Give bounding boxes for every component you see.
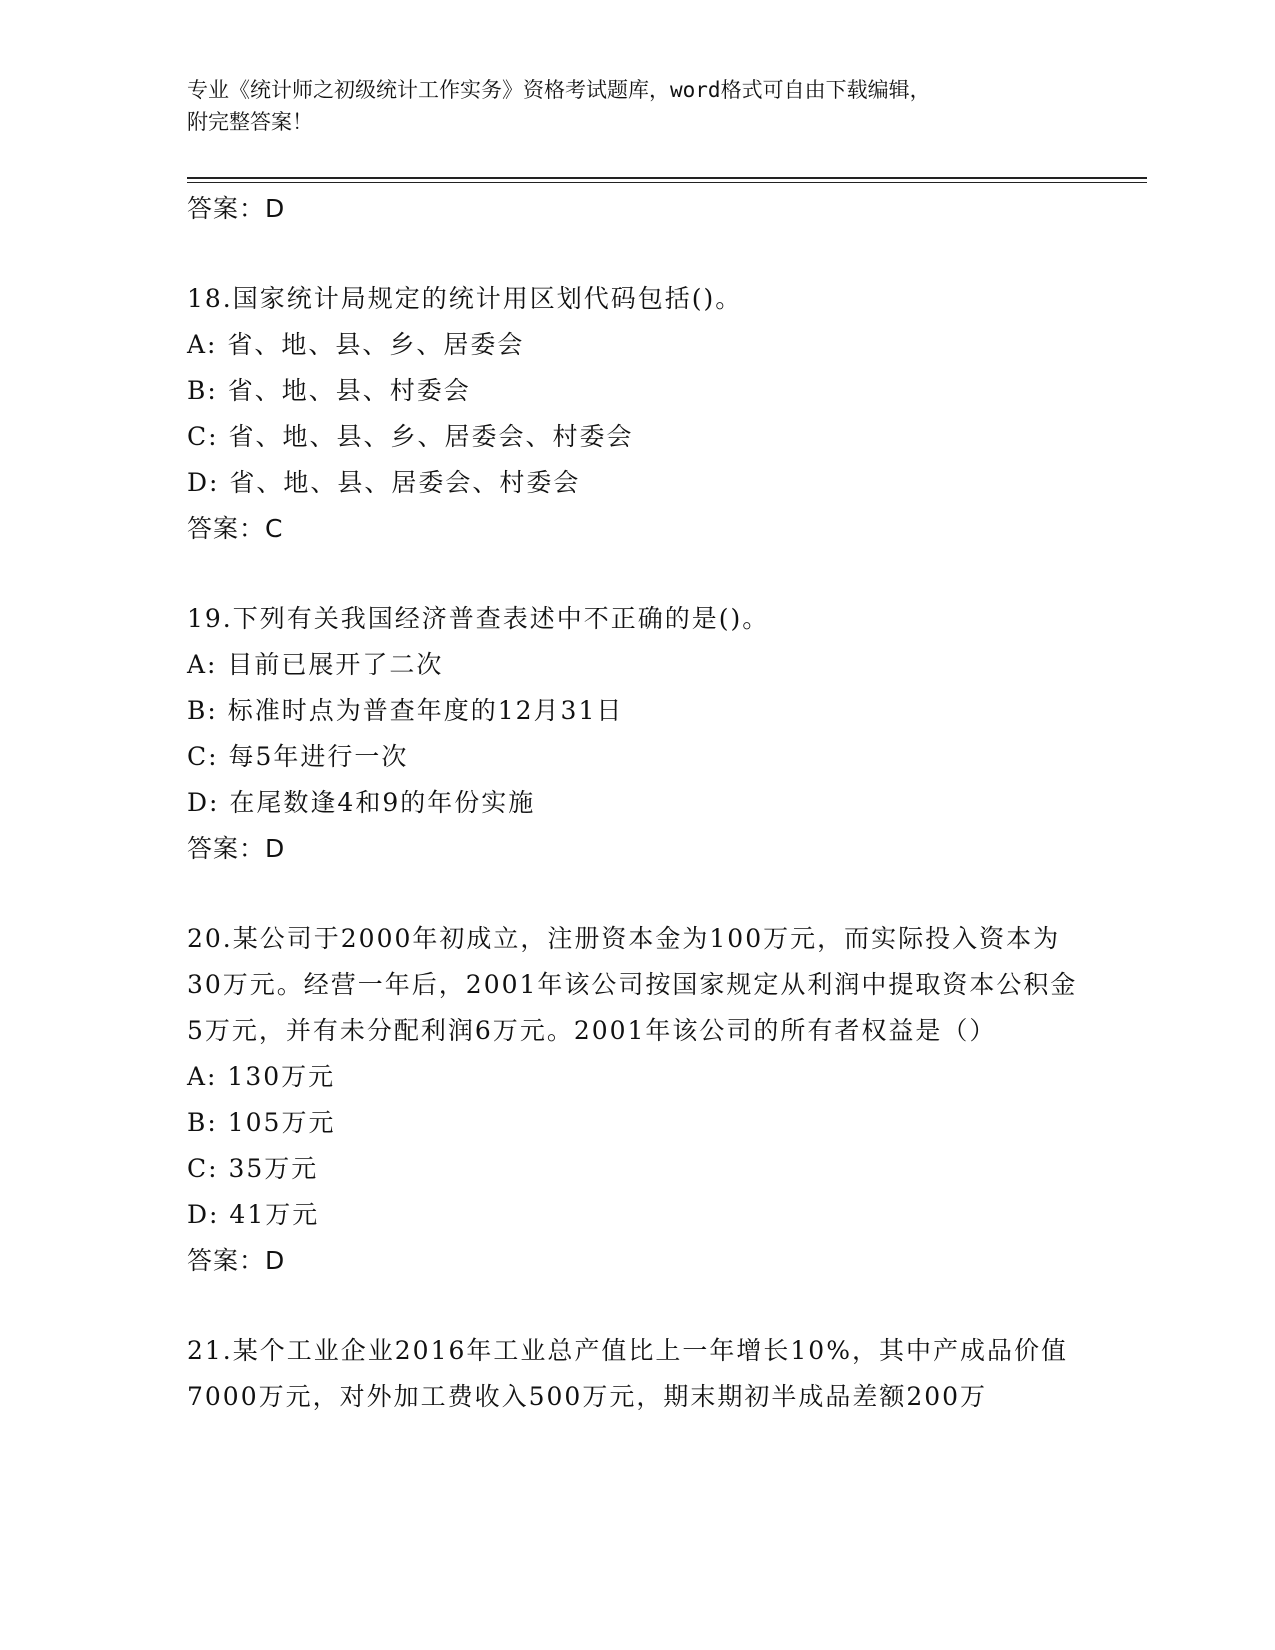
option-d: D: 41万元 xyxy=(187,1200,320,1229)
question-18 xyxy=(187,276,1087,552)
option-b: B: 标准时点为普查年度的12月31日 xyxy=(187,696,624,725)
answer: 答案：C xyxy=(187,514,284,543)
option-c: C: 省、地、县、乡、居委会、村委会 xyxy=(187,422,634,451)
option-a: A: 目前已展开了二次 xyxy=(187,650,444,679)
question-19 xyxy=(187,596,1087,872)
previous-answer: 答案：D xyxy=(187,194,286,223)
question-text: 19.下列有关我国经济普查表述中不正确的是()。 xyxy=(187,604,770,633)
question-20 xyxy=(187,916,1087,1284)
question-text: 18.国家统计局规定的统计用区划代码包括()。 xyxy=(187,284,743,313)
document-header xyxy=(187,74,1067,138)
header-rule-thin xyxy=(187,182,1147,183)
question-text: 21.某个工业企业2016年工业总产值比上一年增长10%，其中产成品价值7000万元，对外加工费收入500万元，期末期初半成品差额200万 xyxy=(187,1336,1068,1411)
answer: 答案：D xyxy=(187,834,286,863)
option-d: D: 在尾数逢4和9的年份实施 xyxy=(187,788,536,817)
question-21 xyxy=(187,1328,1087,1420)
option-a: A: 省、地、县、乡、居委会 xyxy=(187,330,525,359)
header-line-1: 专业《统计师之初级统计工作实务》资格考试题库，word格式可自由下载编辑， xyxy=(187,78,931,102)
header-rule-thick xyxy=(187,177,1147,179)
option-c: C: 每5年进行一次 xyxy=(187,742,409,771)
question-text: 20.某公司于2000年初成立，注册资本金为100万元，而实际投入资本为30万元。经营一年后，2001年该公司按国家规定从利润中提取资本公积金5万元，并有未分配利润6万元。2001年该公司的所有者权益是（） xyxy=(187,924,1078,1045)
header-line-2: 附完整答案！ xyxy=(187,110,313,134)
option-b: B: 省、地、县、村委会 xyxy=(187,376,471,405)
option-c: C: 35万元 xyxy=(187,1154,319,1183)
option-b: B: 105万元 xyxy=(187,1108,336,1137)
question-list xyxy=(187,186,1087,1420)
option-d: D: 省、地、县、居委会、村委会 xyxy=(187,468,581,497)
answer: 答案：D xyxy=(187,1246,286,1275)
option-a: A: 130万元 xyxy=(187,1062,336,1091)
